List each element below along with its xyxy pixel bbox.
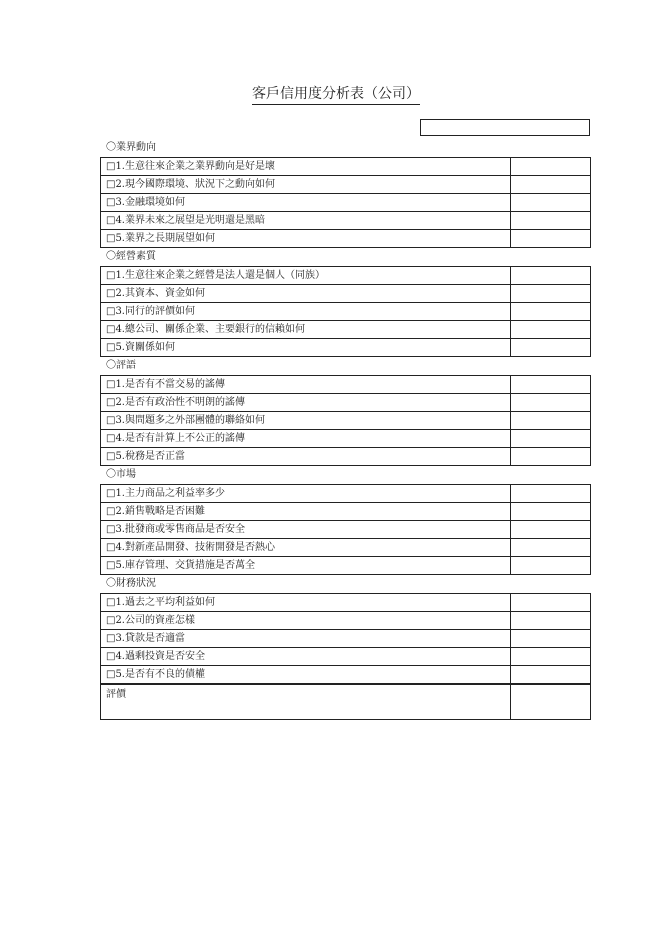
checklist-item: □1.生意往來企業之業界動向是好是壞: [101, 158, 511, 176]
answer-cell[interactable]: [511, 321, 591, 339]
table-row: [101, 412, 591, 430]
table-row: [101, 339, 591, 357]
table-row: [101, 176, 591, 194]
checklist-item: □3.批發商或零售商品是否安全: [101, 521, 511, 539]
table-row: [101, 539, 591, 557]
checklist-item: □5.業界之長期展望如何: [101, 230, 511, 248]
checklist-item: □1.生意往來企業之經營是法人還是個人（同族）: [101, 267, 511, 285]
answer-cell[interactable]: [511, 412, 591, 430]
evaluation-label[interactable]: 評價: [101, 685, 511, 720]
answer-cell[interactable]: [511, 303, 591, 321]
answer-cell[interactable]: [511, 666, 591, 684]
checklist-item: □4.對新產品開發、技術開發是否熱心: [101, 539, 511, 557]
table-row: [101, 212, 591, 230]
checklist-item: □3.與問題多之外部團體的聯絡如何: [101, 412, 511, 430]
answer-cell[interactable]: [511, 557, 591, 575]
header-entry-box[interactable]: [420, 119, 590, 136]
answer-cell[interactable]: [511, 648, 591, 666]
table-row: [101, 394, 591, 412]
section-table-industry-trend: [100, 157, 591, 248]
section-heading-industry-trend: 〇業界動向: [106, 142, 156, 153]
answer-cell[interactable]: [511, 285, 591, 303]
page-title: [0, 85, 662, 105]
answer-cell[interactable]: [511, 539, 591, 557]
answer-cell[interactable]: [511, 521, 591, 539]
page-title-text: 客戶信用度分析表（公司）: [252, 85, 420, 105]
checklist-item: □2.公司的資產怎樣: [101, 612, 511, 630]
section-heading-management-quality: 〇經營素質: [106, 251, 156, 262]
table-row: [101, 430, 591, 448]
answer-cell[interactable]: [511, 485, 591, 503]
table-row: [101, 285, 591, 303]
section-table-comments: [100, 375, 591, 466]
table-row: [101, 612, 591, 630]
table-row: [101, 594, 591, 612]
checklist-item: □2.其資本、資金如何: [101, 285, 511, 303]
table-row: [101, 648, 591, 666]
answer-cell[interactable]: [511, 448, 591, 466]
table-row: [101, 448, 591, 466]
checklist-item: □5.庫存管理、交貨措施是否萬全: [101, 557, 511, 575]
answer-cell[interactable]: [511, 612, 591, 630]
table-row: [101, 158, 591, 176]
analysis-form: [100, 139, 591, 720]
checklist-item: □3.貸款是否適當: [101, 630, 511, 648]
checklist-item: □3.金融環境如何: [101, 194, 511, 212]
table-row: [101, 557, 591, 575]
section-heading-market: 〇市場: [106, 469, 136, 480]
checklist-item: □4.過剩投資是否安全: [101, 648, 511, 666]
answer-cell[interactable]: [511, 630, 591, 648]
checklist-item: □4.業界未來之展望是光明還是黑暗: [101, 212, 511, 230]
checklist-item: □1.過去之平均利益如何: [101, 594, 511, 612]
answer-cell[interactable]: [511, 594, 591, 612]
table-row: [101, 267, 591, 285]
answer-cell[interactable]: [511, 430, 591, 448]
table-row: [101, 303, 591, 321]
checklist-item: □5.資關係如何: [101, 339, 511, 357]
checklist-item: □5.是否有不良的債權: [101, 666, 511, 684]
section-heading-comments: 〇評語: [106, 360, 136, 371]
table-row: [101, 666, 591, 684]
answer-cell[interactable]: [511, 339, 591, 357]
checklist-item: □1.是否有不當交易的謠傳: [101, 376, 511, 394]
table-row: [101, 503, 591, 521]
evaluation-answer-cell[interactable]: [511, 685, 591, 720]
answer-cell[interactable]: [511, 230, 591, 248]
section-heading-financial-status: 〇財務狀況: [106, 578, 156, 589]
section-table-financial-status: [100, 593, 591, 684]
evaluation-row: [101, 685, 591, 720]
table-row: [101, 485, 591, 503]
checklist-item: □3.同行的評價如何: [101, 303, 511, 321]
answer-cell[interactable]: [511, 194, 591, 212]
section-table-management-quality: [100, 266, 591, 357]
checklist-item: □2.現今國際環境、狀況下之動向如何: [101, 176, 511, 194]
answer-cell[interactable]: [511, 176, 591, 194]
table-row: [101, 376, 591, 394]
checklist-item: □4.總公司、關係企業、主要銀行的信賴如何: [101, 321, 511, 339]
answer-cell[interactable]: [511, 212, 591, 230]
checklist-item: □5.稅務是否正當: [101, 448, 511, 466]
answer-cell[interactable]: [511, 394, 591, 412]
checklist-item: □4.是否有計算上不公正的謠傳: [101, 430, 511, 448]
answer-cell[interactable]: [511, 376, 591, 394]
table-row: [101, 230, 591, 248]
checklist-item: □1.主力商品之利益率多少: [101, 485, 511, 503]
answer-cell[interactable]: [511, 503, 591, 521]
table-row: [101, 194, 591, 212]
table-row: [101, 521, 591, 539]
section-table-market: [100, 484, 591, 575]
answer-cell[interactable]: [511, 267, 591, 285]
table-row: [101, 630, 591, 648]
checklist-item: □2.銷售戰略是否困難: [101, 503, 511, 521]
table-row: [101, 321, 591, 339]
answer-cell[interactable]: [511, 158, 591, 176]
checklist-item: □2.是否有政治性不明朗的謠傳: [101, 394, 511, 412]
evaluation-table: [100, 684, 591, 720]
